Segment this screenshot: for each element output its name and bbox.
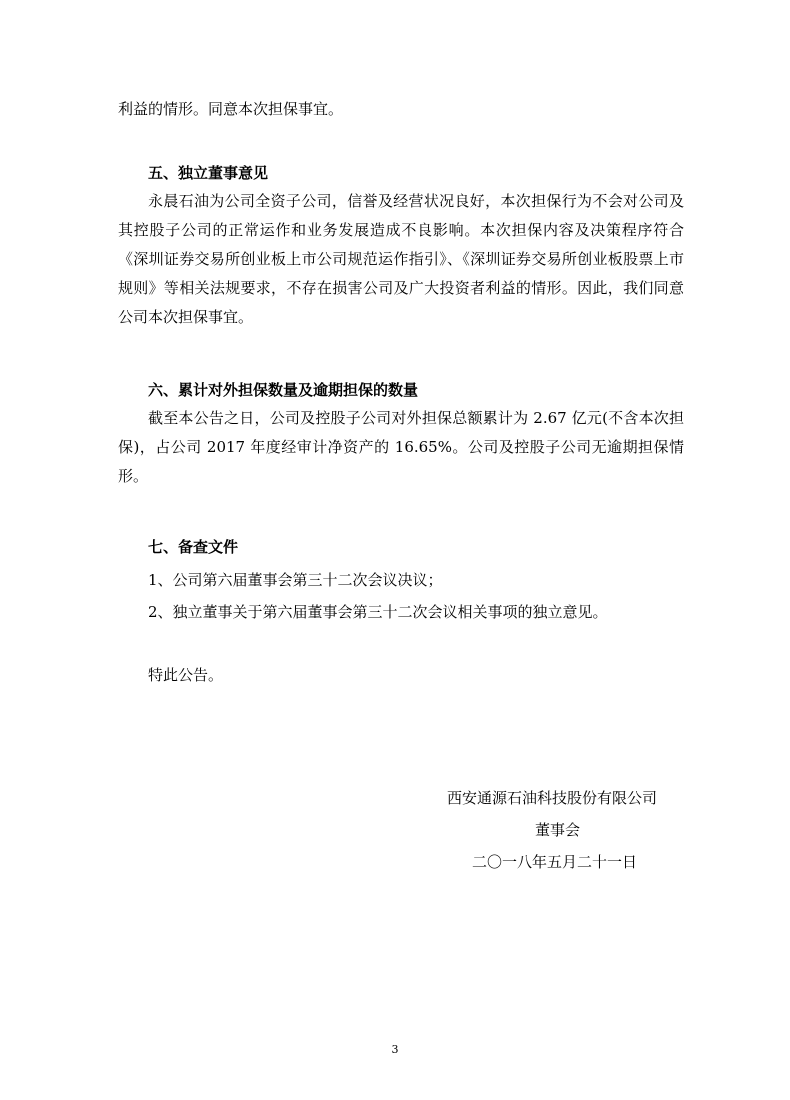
page-number: 3 — [391, 1043, 399, 1056]
signature-board: 董事会 — [535, 821, 581, 839]
section-5-heading: 五、独立董事意见 — [148, 164, 269, 182]
reference-document-item: 2、独立董事关于第六届董事会第三十二次会议相关事项的独立意见。 — [148, 603, 608, 621]
signature-date: 二〇一八年五月二十一日 — [472, 853, 638, 871]
reference-document-item: 1、公司第六届董事会第三十二次会议决议； — [148, 571, 443, 589]
signature-company: 西安通源石油科技股份有限公司 — [447, 789, 658, 807]
section-6-paragraph: 截至本公告之日，公司及控股子公司对外担保总额累计为 2.67 亿元(不含本次担保)，占公司 2017 年度经审计净资产的 16.65%。公司及控股子公司无逾期担保情形。 — [118, 409, 684, 485]
closing-text: 特此公告。 — [148, 666, 224, 684]
section-7-heading: 七、备查文件 — [148, 538, 239, 556]
section-6-heading: 六、累计对外担保数量及逾期担保的数量 — [148, 381, 419, 399]
section-5-paragraph: 永晨石油为公司全资子公司，信誉及经营状况良好，本次担保行为不会对公司及其控股子公司的正常运作和业务发展造成不良影响。本次担保内容及决策程序符合《深圳证券交易所创业板上市公司规范运作指引》、《深圳证券交易所创业板股票上市规则》等相关法规要求，不存在损害公司及广大投资者利益的情形。因此，我们同意公司本次担保事宜。 — [118, 192, 684, 326]
continuation-text: 利益的情形。同意本次担保事宜。 — [118, 100, 344, 118]
